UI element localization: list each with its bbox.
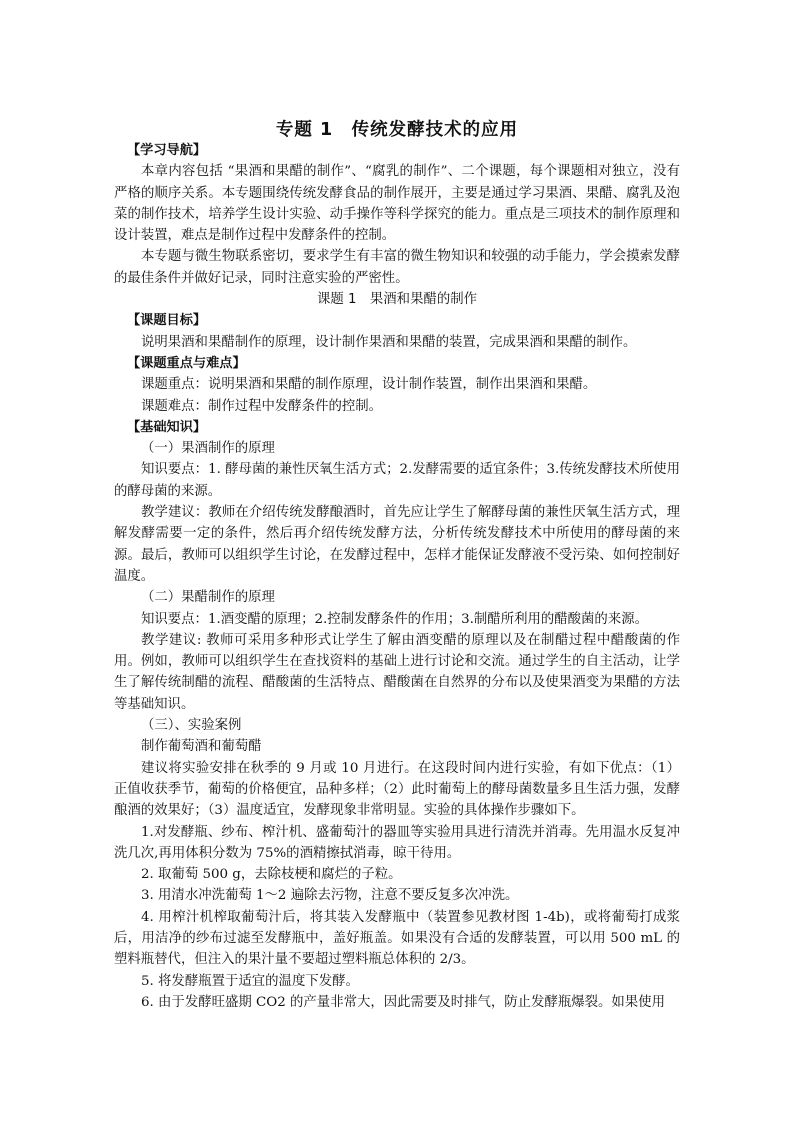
paragraph: 本章内容包括 “果酒和果醋的制作”、“腐乳的制作”、二个课题，每个课题相对独立，没有严格的顺序关系。本专题围绕传统发酵食品的制作展开，主要是通过学习果酒、果醋、腐乳及泡菜的制作技术，培养学生设计实验、动手操作等科学探究的能力。重点是三项技术的制作原理和设计装置，难点是制作过程中发酵条件的控制。 bbox=[114, 164, 680, 244]
paragraph: （二）果醋制作的原理 bbox=[141, 590, 275, 606]
page-title: 专题 1 传统发酵技术的应用 bbox=[275, 120, 519, 140]
paragraph: 建议将实验安排在秋季的 9 月或 10 月进行。在这段时间内进行实验，有如下优点：（1）正值收获季节，葡萄的价格便宜，品种多样；（2）此时葡萄上的酵母菌数量多且生活力强，发酵酿酒的效果好；（3）温度适宜，发酵现象非常明显。实验的具体操作步骤如下。 bbox=[114, 760, 680, 819]
paragraph: 知识要点：1. 酵母菌的兼性厌氧生活方式；2.发酵需要的适宜条件；3.传统发酵技术所使用的酵母菌的来源。 bbox=[114, 462, 680, 499]
paragraph: 5. 将发酵瓶置于适宜的温度下发酵。 bbox=[141, 973, 359, 989]
paragraph: 【基础知识】 bbox=[127, 419, 207, 435]
paragraph: 6. 由于发酵旺盛期 CO2 的产量非常大，因此需要及时排气，防止发酵瓶爆裂。如果使用 bbox=[141, 994, 665, 1010]
paragraph: 教学建议: 教师可采用多种形式让学生了解由酒变醋的原理以及在制醋过程中醋酸菌的作用。例如，教师可以组织学生在查找资料的基础上进行讨论和交流。通过学生的自主活动，让学生了解传统制醋的流程、醋酸菌的生活特点、醋酸菌在自然界的分布以及使果酒变为果醋的方法等基础知识。 bbox=[114, 632, 680, 712]
paragraph: 课题难点：制作过程中发酵条件的控制。 bbox=[141, 398, 383, 414]
paragraph: 教学建议：教师在介绍传统发酵酿酒时，首先应让学生了解酵母菌的兼性厌氧生活方式，理解发酵需要一定的条件，然后再介绍传统发酵方法，分析传统发酵技术中所使用的酵母菌的来源。最后，教师可以组织学生讨论，在发酵过程中，怎样才能保证发酵液不受污染、如何控制好温度。 bbox=[114, 505, 680, 584]
paragraph: （一）果酒制作的原理 bbox=[141, 441, 275, 457]
paragraph: 课题重点：说明果酒和果醋的制作原理，设计制作装置，制作出果酒和果醋。 bbox=[141, 377, 597, 393]
paragraph: （三）、实验案例 bbox=[141, 718, 242, 734]
paragraph: 【课题重点与难点】 bbox=[127, 355, 246, 371]
paragraph: 知识要点：1.酒变醋的原理；2.控制发酵条件的作用；3.制醋所利用的醋酸菌的来源。 bbox=[141, 611, 648, 627]
paragraph: 4. 用榨汁机榨取葡萄汁后，将其装入发酵瓶中（装置参见教材图 1-4b)，或将葡萄打成浆后，用洁净的纱布过滤至发酵瓶中，盖好瓶盖。如果没有合适的发酵装置，可以用 500 mL 的塑料瓶替代，但注入的果汁量不要超过塑料瓶总体积的 2/3。 bbox=[114, 909, 680, 968]
paragraph: 【学习导航】 bbox=[127, 143, 207, 158]
paragraph: 制作葡萄酒和葡萄醋 bbox=[141, 739, 262, 755]
paragraph: 2. 取葡萄 500 g，去除枝梗和腐烂的子粒。 bbox=[141, 867, 402, 883]
paragraph: 本专题与微生物联系密切，要求学生有丰富的微生物知识和较强的动手能力，学会摸索发酵的最佳条件并做好记录，同时注意实验的严密性。 bbox=[114, 249, 680, 286]
paragraph: 说明果酒和果醋制作的原理，设计制作果酒和果醋的装置，完成果酒和果醋的制作。 bbox=[141, 334, 637, 350]
paragraph: 3. 用清水冲洗葡萄 1～2 遍除去污物，注意不要反复多次冲洗。 bbox=[141, 888, 519, 904]
paragraph: 课题 1 果酒和果醋的制作 bbox=[316, 292, 478, 308]
paragraph: 1.对发酵瓶、纱布、榨汁机、盛葡萄汁的器皿等实验用具进行清洗并消毒。先用温水反复冲洗几次,再用体积分数为 75%的酒精擦拭消毒，晾干待用。 bbox=[114, 824, 680, 861]
paragraph: 【课题目标】 bbox=[127, 313, 207, 329]
document-body bbox=[114, 140, 680, 1013]
